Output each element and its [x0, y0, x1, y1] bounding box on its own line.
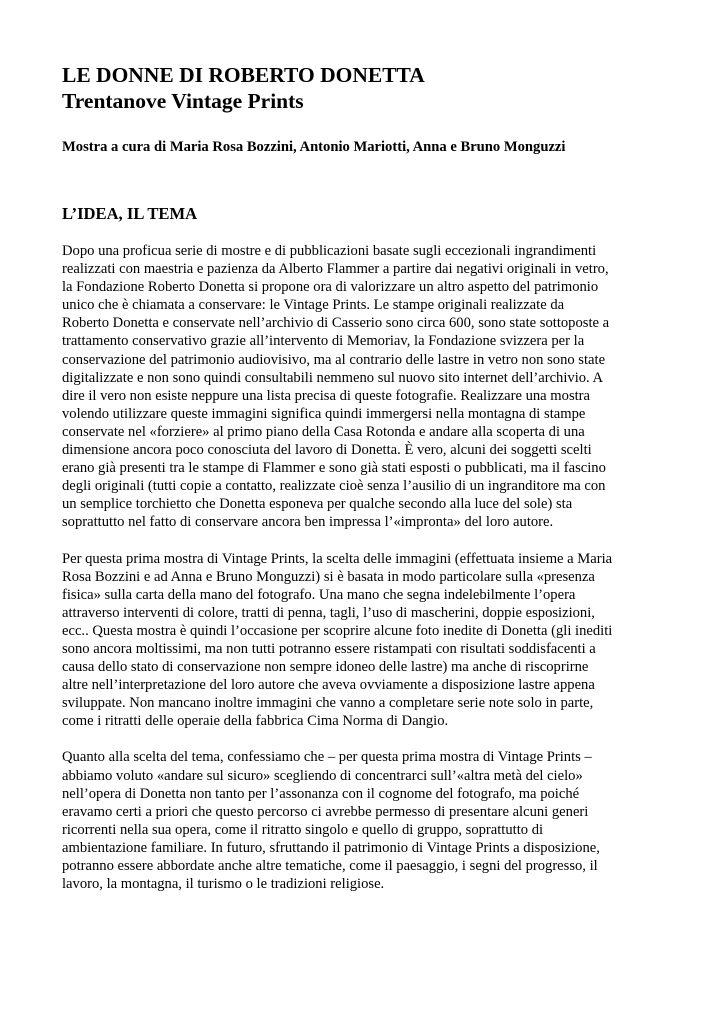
- text-line: conservazione del patrimonio audiovisivo, ma al contrario delle lastre in vetro non sono state: [62, 351, 606, 368]
- text-line: ricorrenti nella sua opera, come il ritratto singolo e quello di gruppo, soprattutto di: [62, 821, 544, 838]
- text-line: Dopo una proficua serie di mostre e di pubblicazioni basate sugli eccezionali ingrandimenti: [62, 243, 597, 259]
- text-line: sono ancora moltissimi, ma non tutti potranno essere ristampati con risultati soddisfacenti a: [62, 640, 596, 657]
- text-line: eravamo certi a priori che questo percorso ci avrebbe permesso di presentare alcuni generi: [62, 803, 589, 820]
- text-line: la Fondazione Roberto Donetta si propone ora di valorizzare un altro aspetto del patrimonio: [62, 279, 599, 296]
- curators-credit: Mostra a cura di Maria Rosa Bozzini, Antonio Mariotti, Anna e Bruno Monguzzi: [62, 139, 566, 155]
- paragraph-3: [62, 748, 662, 893]
- text-line: potranno essere abbordate anche altre tematiche, come il paesaggio, i segni del progresso, il: [62, 858, 598, 874]
- text-line: Roberto Donetta e conservate nell’archivio di Casserio sono circa 600, sono state sottoposte a: [62, 315, 610, 332]
- text-line: abbiamo voluto «andare sul sicuro» scegliendo di concentrarci sull’«altra metà del cielo»: [62, 767, 583, 784]
- text-line: sviluppate. Non mancano inoltre immagini che vanno a completare serie note solo in parte,: [62, 695, 594, 712]
- document-title: [62, 62, 662, 114]
- paragraph-1: [62, 242, 662, 532]
- text-line: conservate nel «forziere» al primo piano della Casa Rotonda e andare alla scoperta di una: [62, 423, 585, 440]
- text-line: causa dello stato di conservazione non sempre idoneo delle lastre) ma anche di riscoprirne: [62, 659, 589, 676]
- text-line: altre nell’interpretazione del loro autore che aveva ovviamente a disposizione lastre appena: [62, 677, 595, 694]
- text-line: realizzati con maestria e pazienza da Alberto Flammer a partire dai negativi originali in vetro,: [62, 261, 609, 278]
- text-line: Per questa prima mostra di Vintage Prints, la scelta delle immagini (effettuata insieme a Maria: [62, 550, 613, 567]
- text-line: Rosa Bozzini e ad Anna e Bruno Monguzzi) si è basata in modo particolare sulla «presenza: [62, 568, 595, 585]
- text-line: come i ritratti delle operaie della fabbrica Cima Norma di Dangio.: [62, 713, 449, 730]
- title-line-1: LE DONNE DI ROBERTO DONETTA: [62, 63, 425, 87]
- text-line: lavoro, la montagna, il turismo o le tradizioni religiose.: [62, 876, 385, 893]
- text-line: ecc.. Questa mostra è quindi l’occasione per scoprire alcune foto inedite di Donetta (gli inediti: [62, 622, 613, 639]
- text-line: degli originali (tutti copie a contatto, realizzate cioè senza l’ausilio di un ingranditore ma con: [62, 478, 606, 495]
- title-line-2: Trentanove Vintage Prints: [62, 89, 304, 113]
- text-line: ambientazione familiare. In futuro, sfruttando il patrimonio di Vintage Prints a disposizione,: [62, 839, 600, 856]
- text-line: Quanto alla scelta del tema, confessiamo che – per questa prima mostra di Vintage Prints –: [62, 749, 592, 766]
- text-line: volendo utilizzare queste immagini significa quindi immergersi nella montagna di stampe: [62, 405, 586, 422]
- section-heading: L’IDEA, IL TEMA: [62, 204, 198, 223]
- text-line: erano già presenti tra le stampe di Flammer e sono già stati esposti o pubblicati, ma il fascino: [62, 460, 606, 477]
- text-line: dimensione ancora poco conosciuta del lavoro di Donetta. È vero, alcuni dei soggetti scelti: [62, 442, 592, 459]
- document-page: [62, 62, 662, 893]
- text-line: digitalizzate e non sono quindi consultabili nemmeno sul nuovo sito internet dell’archivio. A: [62, 369, 604, 386]
- text-line: fisica» sulla carta della mano del fotografo. Una mano che segna indelebilmente l’opera: [62, 586, 576, 603]
- text-line: soprattutto nel fatto di conservare ancora ben impressa l’«impronta» del loro autore.: [62, 514, 554, 531]
- text-line: attraverso interventi di colore, tratti di penna, tagli, l’uso di mascherini, doppie esposizioni,: [62, 604, 595, 621]
- text-line: unico che è chiamata a conservare: le Vintage Prints. Le stampe originali realizzate da: [62, 297, 565, 314]
- text-line: un semplice torchietto che Donetta esponeva per qualche secondo alla luce del sole) sta: [62, 496, 573, 513]
- text-line: dire il vero non esiste neppure una lista precisa di queste fotografie. Realizzare una mostra: [62, 387, 591, 404]
- paragraph-2: [62, 550, 662, 731]
- text-line: nell’opera di Donetta non tanto per l’assonanza con il cognome del fotografo, ma poiché: [62, 785, 580, 802]
- text-line: trattamento conservativo grazie all’intervento di Memoriav, la Fondazione svizzera per la: [62, 333, 585, 350]
